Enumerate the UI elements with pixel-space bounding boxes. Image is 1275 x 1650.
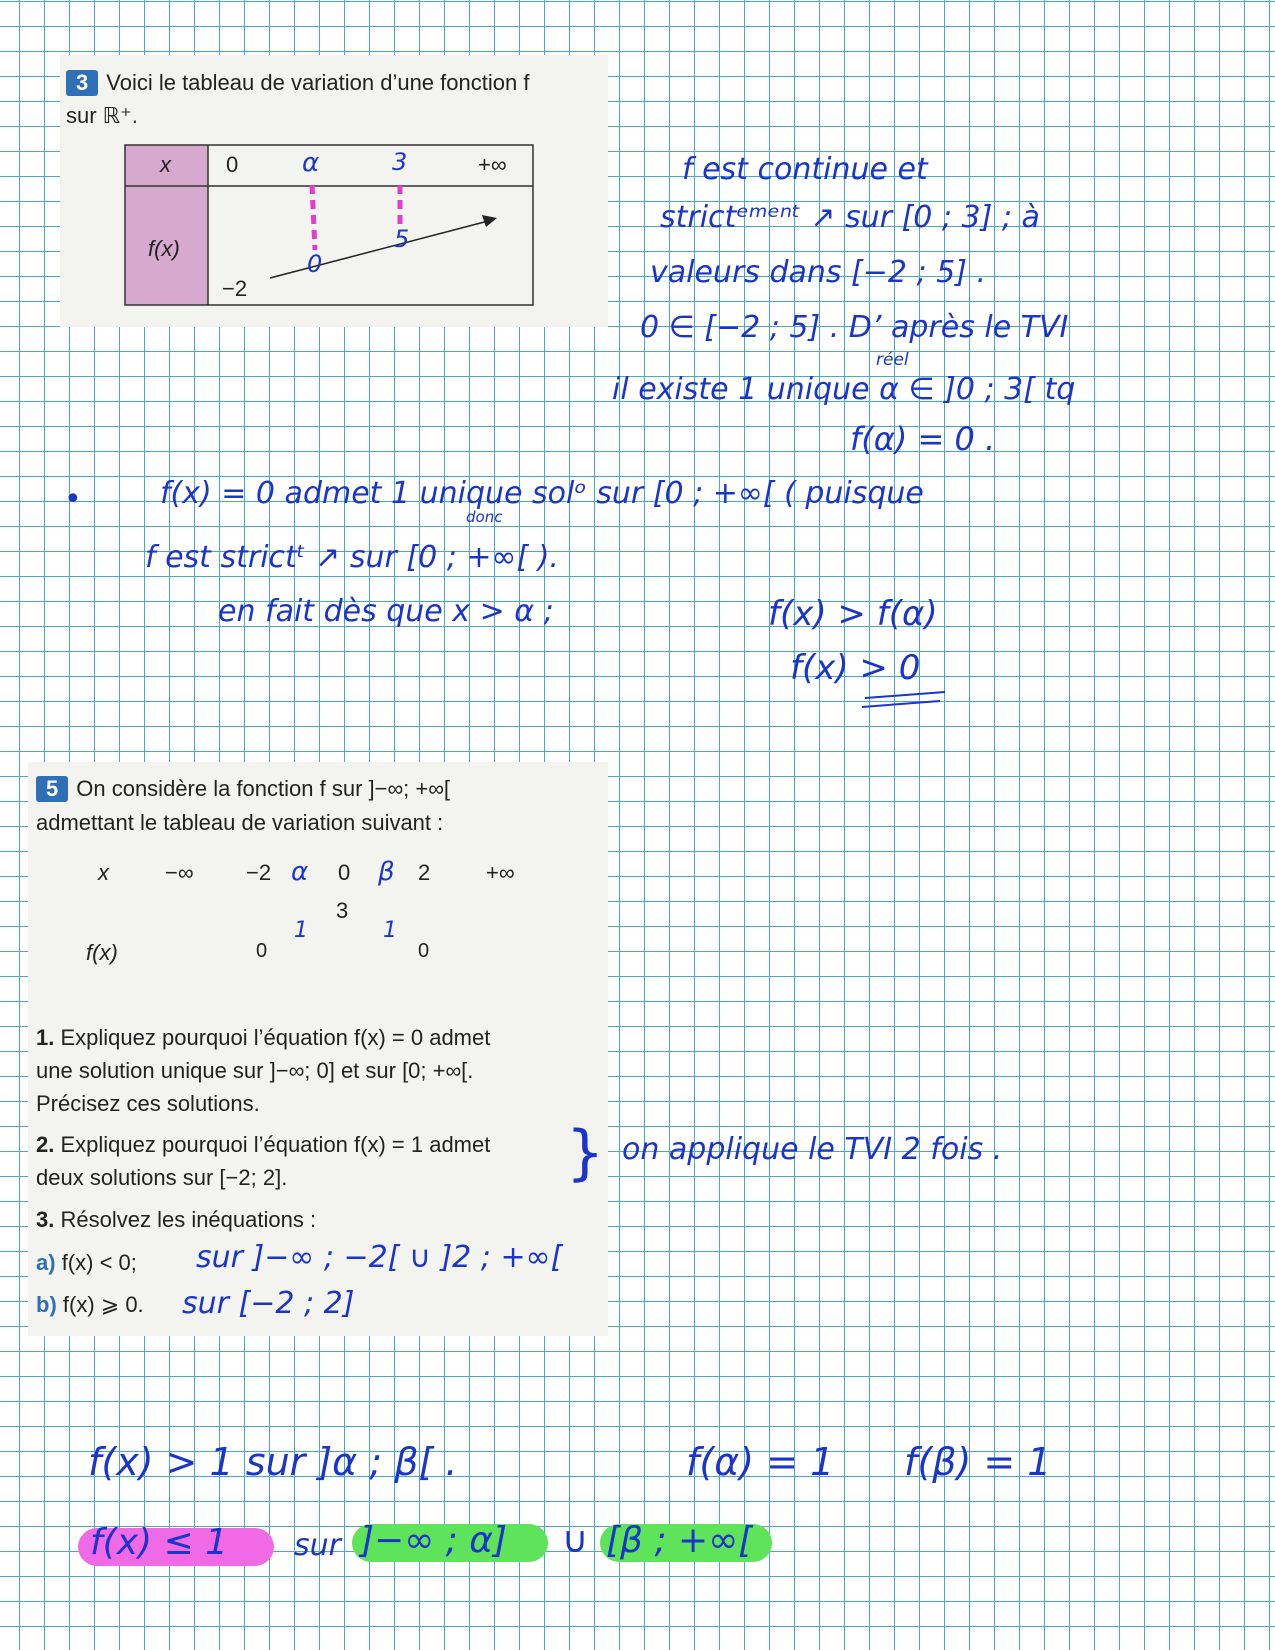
ex3-pinf: +∞	[478, 152, 507, 177]
brace: }	[566, 1118, 605, 1188]
double-underline-2	[862, 701, 940, 707]
ex5-fx-label: f(x)	[86, 940, 118, 965]
question-3b: b) f(x) ⩾ 0.	[36, 1292, 144, 1317]
question-3: 3. Résolvez les inéquations :	[36, 1207, 317, 1232]
ex5-one-alpha: 1	[294, 918, 308, 943]
ex5-one-beta: 1	[383, 918, 397, 943]
question-2: 2. Expliquez pourquoi l’équation f(x) = 1 admet	[36, 1132, 491, 1157]
note3-line1: f est continue et	[682, 152, 928, 187]
final-line2b: sur	[294, 1528, 341, 1563]
ex3-zero: 0	[307, 250, 323, 278]
ex3-variation-arrow	[270, 220, 492, 278]
note3-line4: 0 ∈ [−2 ; 5] . D’ après le TVI	[640, 310, 1069, 345]
ex5-three: 3	[336, 898, 349, 923]
ex5-m2: −2	[246, 860, 272, 885]
mid-line3: en fait dès que x > α ;	[218, 594, 554, 629]
note3-line3: valeurs dans [−2 ; 5] .	[650, 255, 987, 290]
ex3-alpha-dashes	[312, 185, 315, 250]
ex3-arrow-head	[482, 215, 497, 227]
exercise-3-statement-line2: sur ℝ⁺.	[66, 103, 138, 128]
ex5-alpha: α	[291, 857, 309, 887]
question-1-line2: une solution unique sur ]−∞; 0] et sur [0; +∞[.	[36, 1058, 474, 1083]
ex5-minf: −∞	[165, 860, 194, 885]
mid-line3b: f(x) > f(α)	[768, 594, 938, 634]
double-underline-1	[865, 692, 945, 698]
bullet-dot: •	[64, 482, 82, 517]
ex5-x-label: x	[98, 860, 109, 885]
note3-reel: réel	[876, 350, 909, 370]
exercise-5-statement-line2: admettant le tableau de variation suivant :	[36, 810, 444, 835]
question-2-line2: deux solutions sur [−2; 2].	[36, 1165, 288, 1190]
mid-line2: f est strictᵗ ↗ sur [0 ; +∞[ ).	[145, 540, 559, 575]
answer-a: sur ]−∞ ; −2[ ∪ ]2 ; +∞[	[196, 1240, 563, 1275]
ex5-pinf: +∞	[486, 860, 515, 885]
final-line1c: f(β) = 1	[904, 1440, 1052, 1484]
mid-line1: f(x) = 0 admet 1 unique solᵒ sur [0 ; +∞[ ( puisque	[160, 476, 924, 511]
ex3-five: 5	[394, 225, 410, 253]
ex5-beta: β	[378, 857, 395, 887]
note3-line5: il existe 1 unique α ∈ ]0 ; 3[ tq	[612, 372, 1076, 407]
final-line1b: f(α) = 1	[686, 1440, 835, 1484]
ex3-x-label: x	[160, 152, 171, 177]
ex3-fx-label: f(x)	[148, 236, 180, 261]
tvi-note: on applique le TVI 2 fois .	[622, 1132, 1003, 1167]
ex3-minus2: −2	[222, 276, 248, 301]
question-3a: a) f(x) < 0;	[36, 1250, 137, 1275]
exercise-5-statement: 5 On considère la fonction f sur ]−∞; +∞[	[36, 776, 450, 802]
ex5-two: 2	[418, 860, 431, 885]
final-line1a: f(x) > 1 sur ]α ; β[ .	[88, 1440, 458, 1484]
question-1: 1. Expliquez pourquoi l’équation f(x) = 0 admet	[36, 1025, 491, 1050]
ex3-three: 3	[392, 148, 408, 176]
ex3-x0: 0	[226, 152, 239, 177]
exercise-3-number: 3	[66, 70, 98, 96]
exercise-3-statement: 3 Voici le tableau de variation d’une fonction f	[66, 70, 529, 96]
question-1-line3: Précisez ces solutions.	[36, 1091, 260, 1116]
note3-line2: strictᵉᵐᵉⁿᵗ ↗ sur [0 ; 3] ; à	[660, 200, 1040, 235]
mid-donc: donc	[466, 508, 503, 526]
final-line2e: [β ; +∞[	[606, 1520, 753, 1561]
mid-line4: f(x) > 0	[790, 648, 921, 688]
ex5-zero-right: 0	[418, 940, 430, 962]
final-line2c: ]−∞ ; α]	[360, 1520, 507, 1561]
final-line2a: f(x) ≤ 1	[90, 1522, 229, 1563]
ex5-zero-left: 0	[256, 940, 268, 962]
exercise-5-number: 5	[36, 776, 68, 802]
final-line2d: ∪	[562, 1520, 589, 1561]
ex3-alpha: α	[302, 148, 320, 178]
note3-line6: f(α) = 0 .	[850, 420, 996, 458]
answer-b: sur [−2 ; 2]	[182, 1286, 355, 1321]
ex5-x0: 0	[338, 860, 351, 885]
